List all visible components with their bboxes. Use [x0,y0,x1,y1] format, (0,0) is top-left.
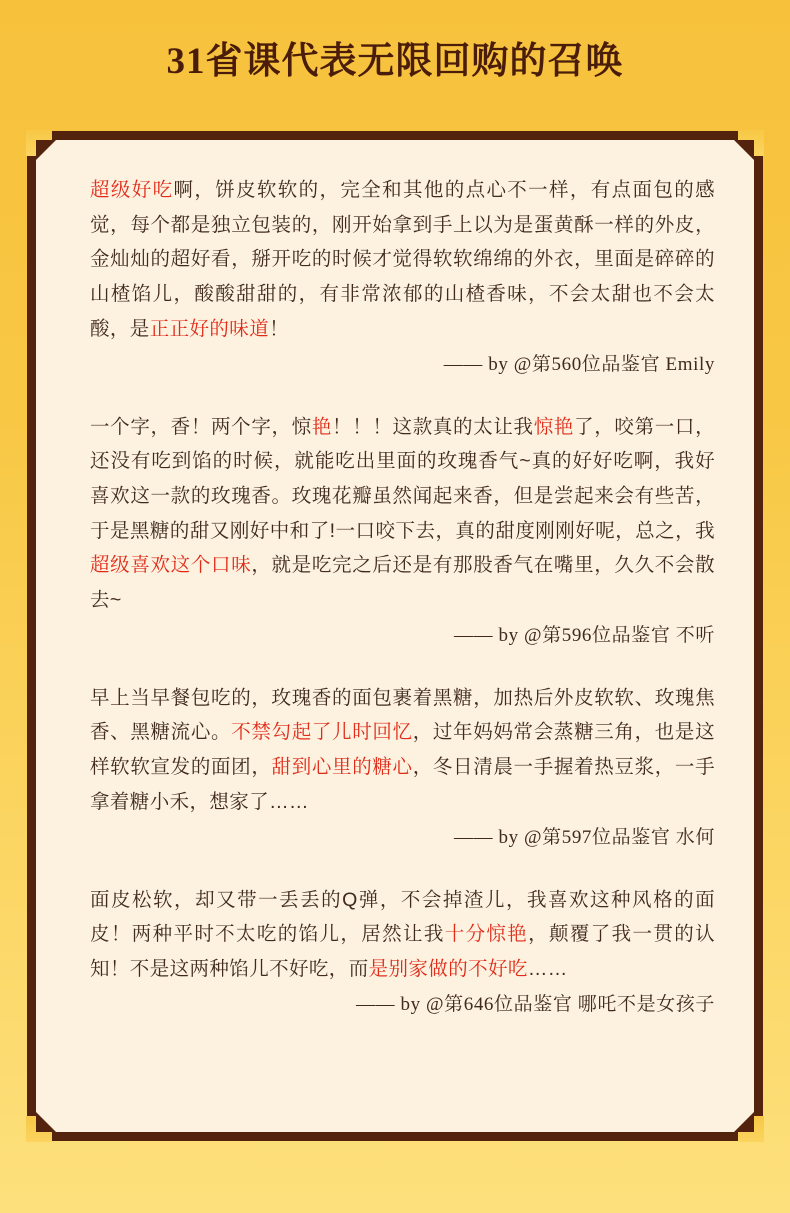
review-text [90,681,715,820]
review-text-segment: ，冬日清晨一手握着热豆浆，一手拿着糖小禾，想家了…… [90,756,715,813]
review-text-segment: ，过年妈妈常会蒸糖三角，也是这样软软宣发的面团， [90,721,715,779]
review-text-highlight: 超级喜欢这个口味 [90,554,252,577]
review-text-segment: 面皮松软，却又带一丢丢的Q弹，不会掉渣儿，我喜欢这种风格的面皮！两种平时不太吃的馅儿，居然让我 [90,888,715,946]
review-text-highlight: 艳 [311,415,333,438]
review-text-segment: 了，咬第一口，还没有吃到馅的时候，就能吃出里面的玫瑰香气~真的好好吃啊，我好喜欢这一款的玫瑰香。玫瑰花瓣虽然闻起来香，但是尝起来会有些苦，于是黑糖的甜又刚好中和了!一口咬下去，真的甜度刚刚好呢，总之，我 [90,415,715,542]
review-text-highlight: 正正好的味道 [149,317,270,340]
review-text [90,173,715,347]
review-text-highlight: 是别家做的不好吃 [368,957,528,980]
review-text-segment: 一个字，香！两个字，惊 [90,415,312,438]
inner-corner-bottom-left [36,1112,56,1132]
inner-corner-top-right [734,140,754,160]
review-card-frame [27,131,763,1141]
review-text-segment: 啊，饼皮软软的，完全和其他的点心不一样，有点面包的感觉，每个都是独立包装的，刚开始拿到手上以为是蛋黄酥一样的外皮，金灿灿的超好看，掰开吃的时候才觉得软软绵绵的外衣，里面是碎碎的山楂馅儿，酸酸甜甜的，有非常浓郁的山楂香味，不会太甜也不会太酸，是 [90,179,715,340]
review-text-segment: 早上当早餐包吃的，玫瑰香的面包裹着黑糖，加热后外皮软软、玫瑰焦香、黑糖流心。 [90,686,715,744]
review-text-highlight: 超级好吃 [90,179,174,201]
inner-corner-top-left [36,140,56,160]
review-item [90,410,715,647]
review-text-highlight: 十分惊艳 [444,923,529,946]
review-text-segment: …… [527,957,568,980]
review-text-highlight: 甜到心里的糖心 [271,756,413,779]
review-item [90,681,715,849]
review-text-segment: ！ [269,317,290,340]
review-text [90,410,715,618]
review-signature: —— by @第596位品鉴官 不听 [453,624,715,646]
review-item [90,883,715,1016]
review-signature: —— by @第646位品鉴官 哪吒不是女孩子 [355,993,715,1015]
review-text-segment: ，就是吃完之后还是有那股香气在嘴里，久久不会散去~ [90,554,715,612]
review-signature: —— by @第560位品鉴官 Emily [443,353,715,375]
review-card-body [36,140,754,1132]
review-text-segment: ，颠覆了我一贯的认知！不是这两种馅儿不好吃，而 [90,923,715,980]
review-text-highlight: 不禁勾起了儿时回忆 [231,721,413,744]
review-text [90,883,715,987]
review-item [90,173,715,376]
review-signature: —— by @第597位品鉴官 水何 [453,826,715,848]
inner-corner-bottom-right [734,1112,754,1132]
review-text-highlight: 惊艳 [533,415,575,438]
review-list [90,173,715,1016]
review-text-segment: ！！！这款真的太让我 [332,415,534,438]
page-title: 31省课代表无限回购的召唤 [166,41,624,82]
